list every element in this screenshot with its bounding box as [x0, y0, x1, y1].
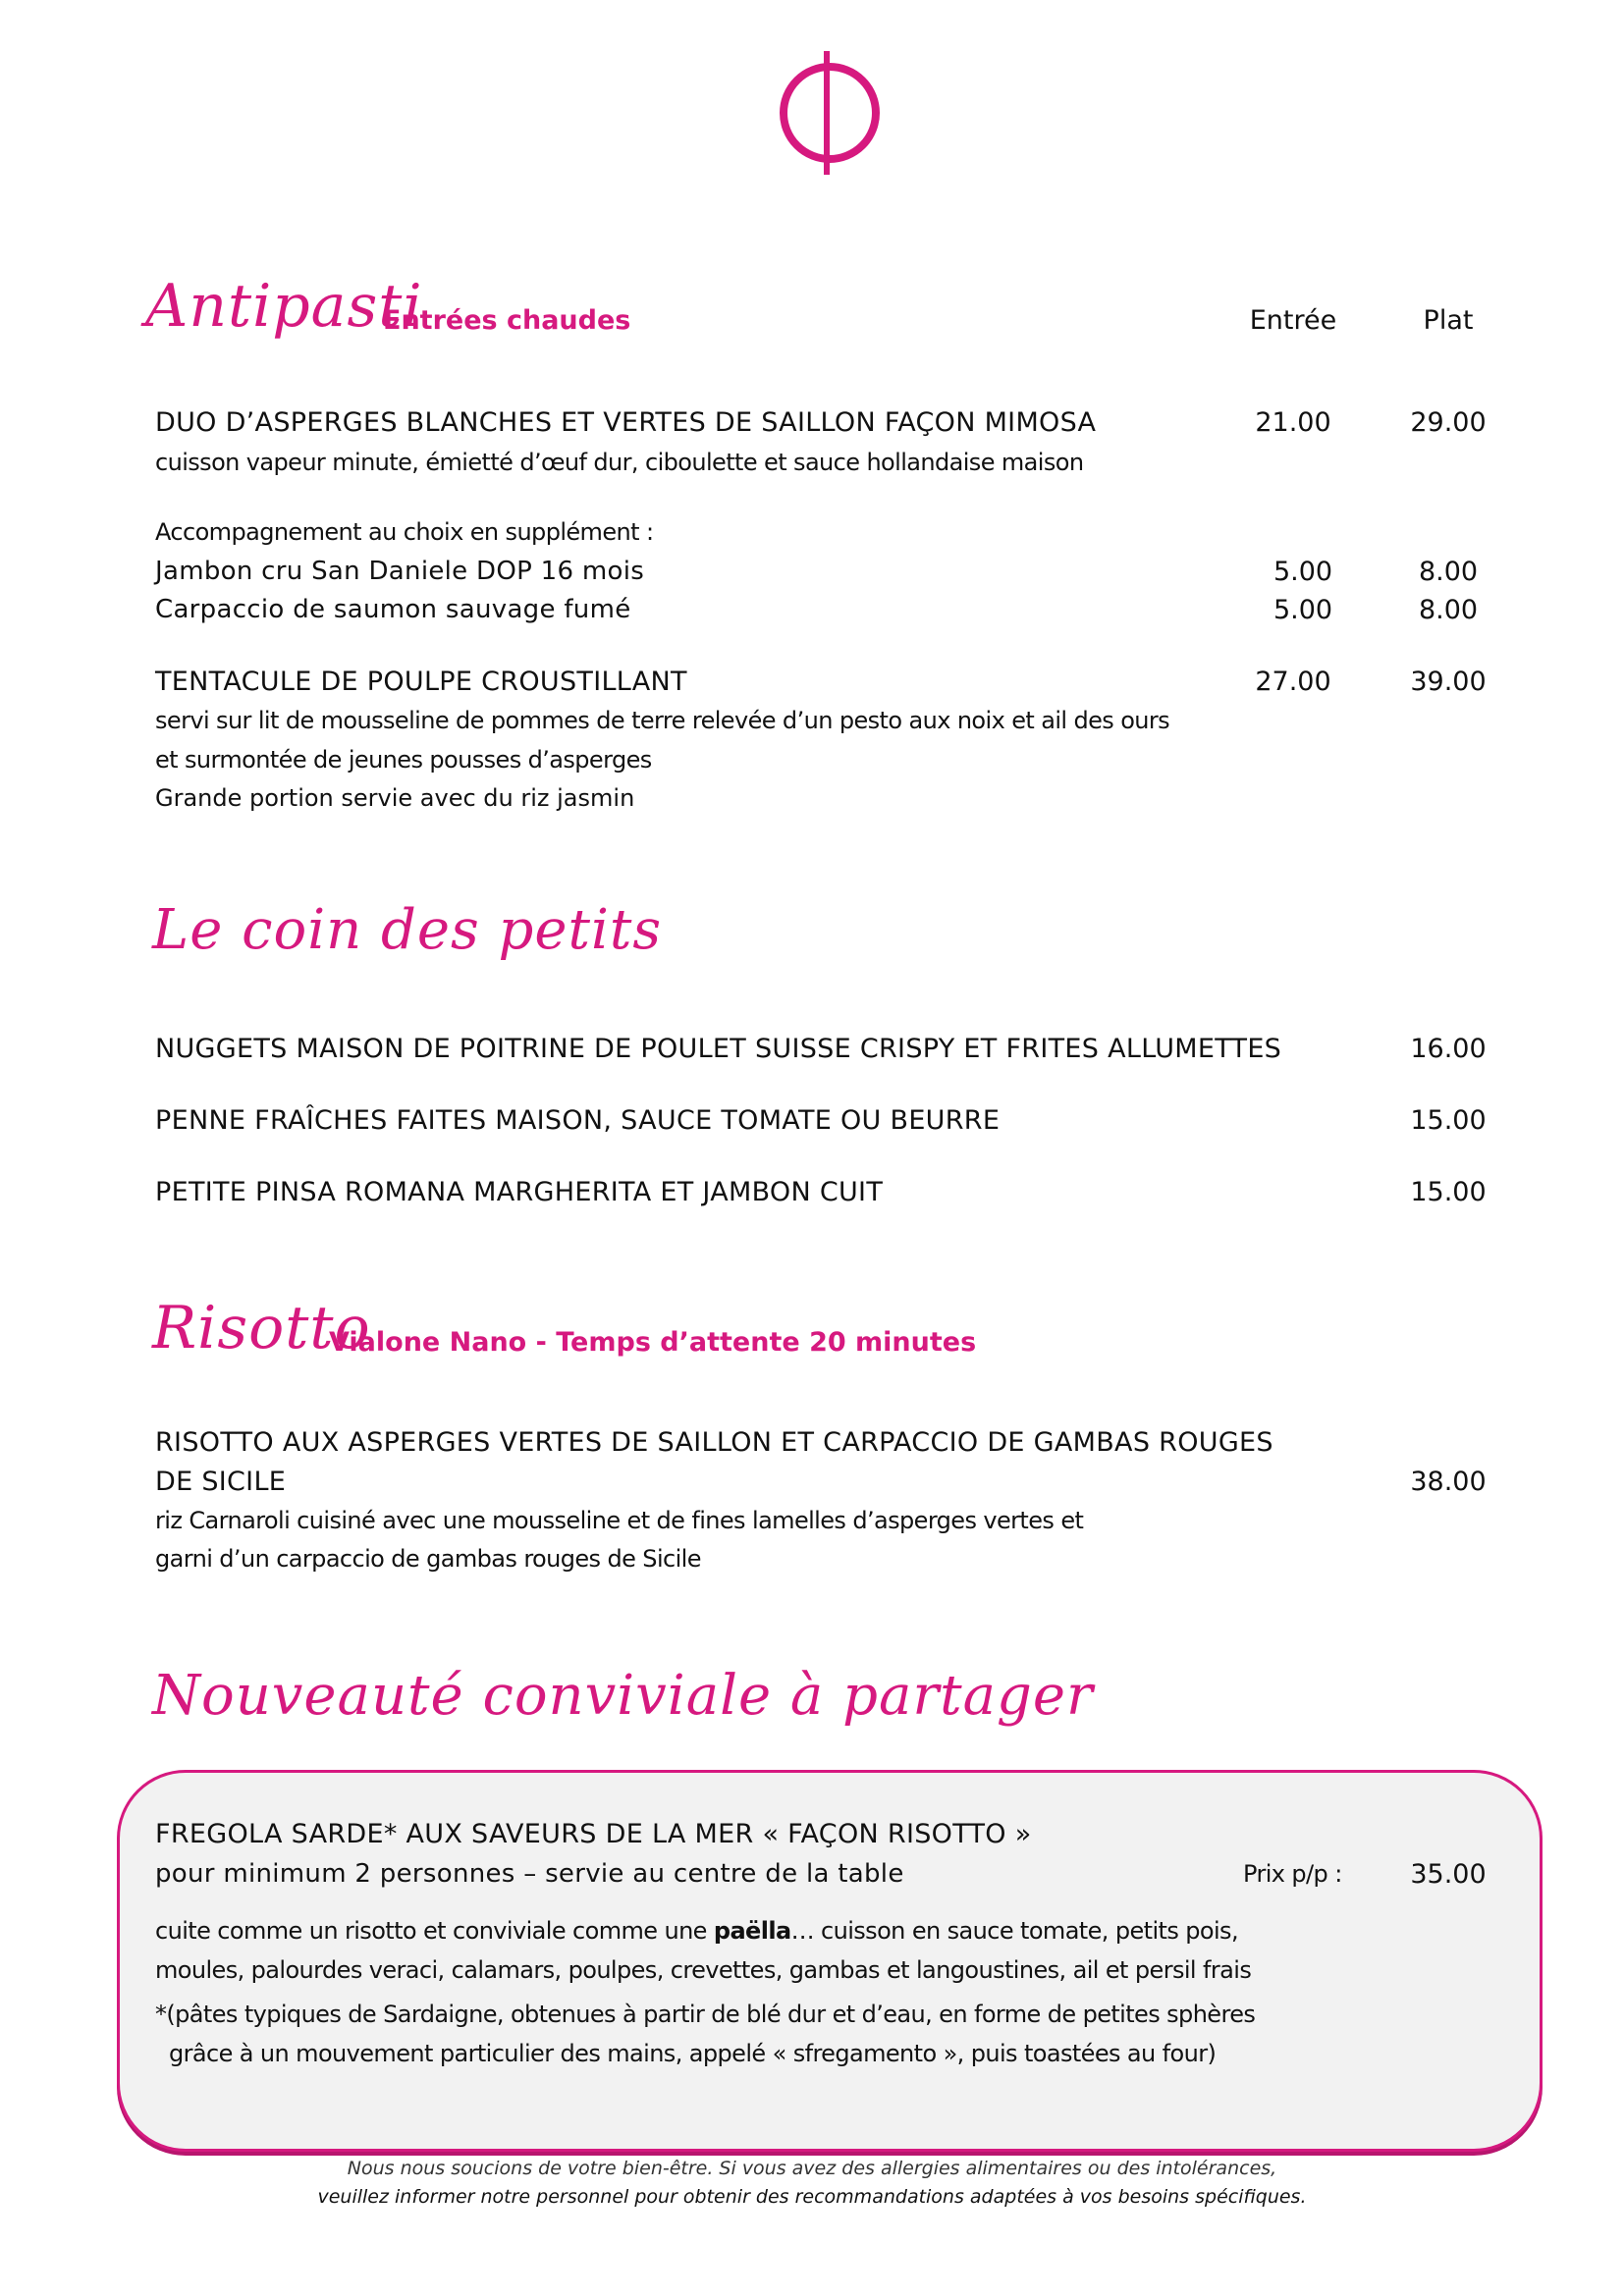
- section-title-antipasti: Antipasti: [145, 272, 423, 341]
- item-name: RISOTTO AUX ASPERGES VERTES DE SAILLON ET CARPACCIO DE GAMBAS ROUGES: [155, 1427, 1273, 1458]
- price-plat: 8.00: [1418, 557, 1479, 587]
- item-name: PETITE PINSA ROMANA MARGHERITA ET JAMBON CUIT: [155, 1177, 884, 1207]
- item-description: servi sur lit de mousseline de pommes de terre relevée d’un pesto aux noix et ail des ours: [155, 707, 1170, 734]
- column-header-plat: Plat: [1423, 305, 1474, 336]
- item-note: grâce à un mouvement particulier des mains, appelé « sfregamento », puis toastées au four): [169, 2040, 1217, 2067]
- supplement-option: Jambon cru San Daniele DOP 16 mois: [155, 557, 645, 586]
- item-note: *(pâtes typiques de Sardaigne, obtenues à partir de blé dur et d’eau, en forme de petites sphères: [155, 2001, 1256, 2028]
- price-plat: 39.00: [1410, 667, 1487, 697]
- price-plat: 29.00: [1410, 407, 1487, 438]
- item-name: DE SICILE: [155, 1467, 287, 1497]
- price-plat: 8.00: [1418, 595, 1479, 625]
- item-name: NUGGETS MAISON DE POITRINE DE POULET SUISSE CRISPY ET FRITES ALLUMETTES: [155, 1034, 1282, 1064]
- allergy-notice-line1: Nous nous soucions de votre bien-être. Si vous avez des allergies alimentaires ou des intolérances,: [347, 2158, 1277, 2179]
- desc-text: … cuisson en sauce tomate, petits pois,: [790, 1917, 1238, 1945]
- item-price: 15.00: [1410, 1105, 1487, 1136]
- item-name: DUO D’ASPERGES BLANCHES ET VERTES DE SAILLON FAÇON MIMOSA: [155, 407, 1097, 438]
- desc-bold: paëlla: [713, 1917, 791, 1945]
- item-description: garni d’un carpaccio de gambas rouges de Sicile: [155, 1545, 701, 1573]
- section-title-petits: Le coin des petits: [152, 898, 663, 962]
- price-entree: 27.00: [1255, 667, 1331, 697]
- price-label: Prix p/p :: [1243, 1860, 1342, 1888]
- restaurant-logo: [776, 49, 884, 177]
- price-entree: 5.00: [1272, 557, 1333, 587]
- item-price: 38.00: [1410, 1467, 1487, 1497]
- item-name: PENNE FRAÎCHES FAITES MAISON, SAUCE TOMATE OU BEURRE: [155, 1105, 1001, 1136]
- section-title-nouveaute: Nouveauté conviviale à partager: [152, 1664, 1094, 1728]
- section-subtitle-antipasti: Entrées chaudes: [383, 305, 631, 336]
- allergy-notice-line2: veuillez informer notre personnel pour obtenir des recommandations adaptées à vos besoins spécifiques.: [317, 2186, 1307, 2208]
- item-price: 16.00: [1410, 1034, 1487, 1064]
- price-entree: 5.00: [1272, 595, 1333, 625]
- item-description: [155, 1919, 1238, 1943]
- desc-text: cuite comme un risotto et conviviale comme une: [155, 1917, 714, 1945]
- section-title-risotto: Risotto: [152, 1294, 371, 1362]
- column-header-entree: Entrée: [1249, 305, 1337, 336]
- item-description: et surmontée de jeunes pousses d’asperges: [155, 746, 652, 774]
- item-price: 15.00: [1410, 1177, 1487, 1207]
- item-price: 35.00: [1410, 1859, 1487, 1890]
- item-description: cuisson vapeur minute, émietté d’œuf dur, ciboulette et sauce hollandaise maison: [155, 449, 1084, 476]
- item-description: riz Carnaroli cuisiné avec une mousseline et de fines lamelles d’asperges vertes et: [155, 1507, 1084, 1534]
- item-description: moules, palourdes veraci, calamars, poulpes, crevettes, gambas et langoustines, ail et persil frais: [155, 1956, 1252, 1984]
- price-entree: 21.00: [1255, 407, 1331, 438]
- supplement-option: Carpaccio de saumon sauvage fumé: [155, 595, 631, 624]
- section-subtitle-risotto: Vialone Nano - Temps d’attente 20 minutes: [329, 1327, 977, 1358]
- item-name: TENTACULE DE POULPE CROUSTILLANT: [155, 667, 687, 697]
- item-description: Grande portion servie avec du riz jasmin: [155, 784, 635, 812]
- supplement-label: Accompagnement au choix en supplément :: [155, 518, 654, 546]
- item-serving: pour minimum 2 personnes – servie au centre de la table: [155, 1859, 904, 1889]
- item-name: FREGOLA SARDE* AUX SAVEURS DE LA MER « FAÇON RISOTTO »: [155, 1819, 1032, 1849]
